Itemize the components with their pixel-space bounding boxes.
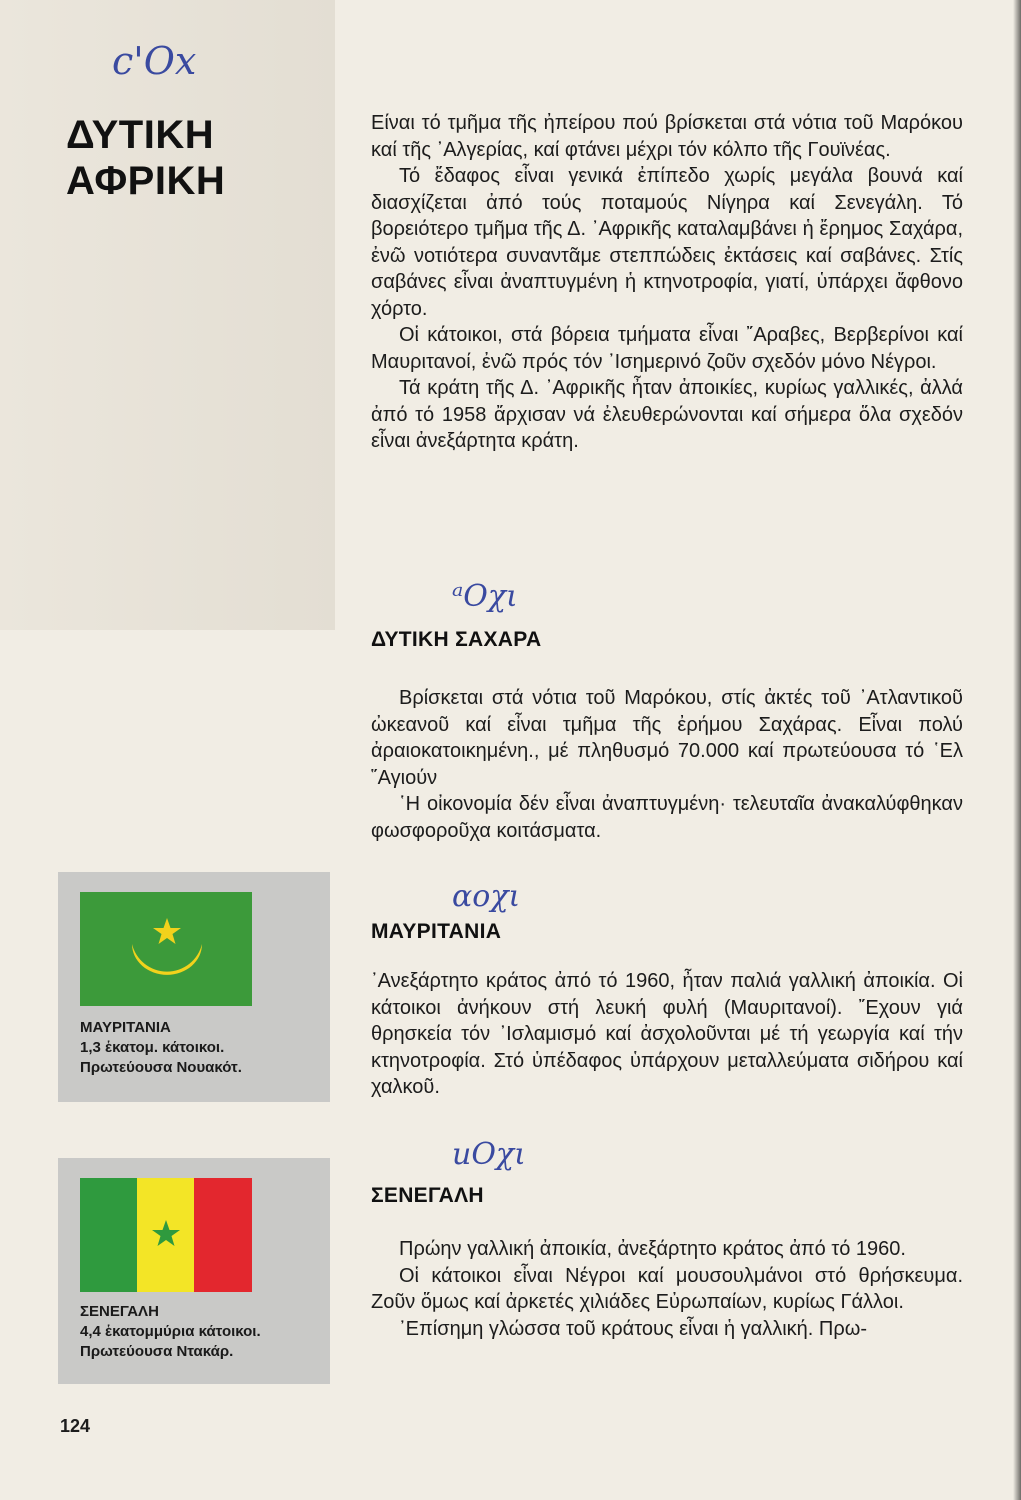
handwritten-note-sahara: ᵃOχι [452, 579, 518, 614]
senegal-paragraph: Πρώην γαλλική ἀποικία, ἀνεξάρτητο κράτος ἀπό τό 1960. [399, 1238, 906, 1260]
intro-text [371, 110, 963, 455]
senegal-caption-population: 4,4 ἑκατομμύρια κάτοικοι. [80, 1323, 261, 1340]
section-text-senegal [371, 1236, 963, 1342]
mauritania-caption-name: ΜΑΥΡΙΤΑΝΙΑ [80, 1019, 171, 1036]
handwritten-note-title: c'Ox [112, 39, 197, 83]
mauritania-caption-capital: Πρωτεύουσα Νουακότ. [80, 1059, 242, 1076]
faded-illustration-area [0, 0, 335, 630]
intro-paragraph: Τά κράτη τῆς Δ. ᾽Αφρικῆς ἦταν ἀποικίες, κυρίως γαλλικές, ἀλλά ἀπό τό 1958 ἄρχισαν νά ἐλευθερώνονται καί σήμερα ὅλα σχεδόν εἶναι ἀνεξάρτητα κράτη. [371, 377, 963, 452]
handwritten-note-mauritania: αοχι [452, 879, 521, 914]
page-number: 124 [60, 1416, 91, 1436]
senegal-paragraph: ᾽Επίσημη γλώσσα τοῦ κράτους εἶναι ἡ γαλλική. Πρω- [399, 1317, 868, 1340]
chapter-title-line-1: ΔΥΤΙΚΗ [66, 113, 215, 157]
senegal-flag-panel [58, 1158, 330, 1384]
intro-paragraph: Τό ἔδαφος εἶναι γενικά ἐπίπεδο χωρίς μεγάλα βουνά καί διασχίζεται ἀπό τούς ποταμούς Νίγηρα καί Σενεγάλη. Τό βορειότερο τμῆμα τῆς Δ. ᾽Αφρικῆς καταλαμβάνει ἡ ἔρημος Σαχάρα, ἐνῶ νοτιότερα συναντᾶμε στεππώδεις ἐκτάσεις καί σαβάνες. Στίς σαβάνες εἶναι ἀναπτυγμένη ἡ κτηνοτροφία, γιατί, ὑπάρχει ἄφθονο χόρτο. [371, 165, 963, 320]
page-edge-shadow [1013, 0, 1021, 1500]
intro-paragraph: Οἱ κάτοικοι, στά βόρεια τμήματα εἶναι ῎Αραβες, Βερβερίνοι καί Μαυριτανοί, ἐνῶ πρός τόν ᾽Ισημερινό ζοῦν σχεδόν μόνο Νέγροι. [371, 324, 963, 373]
handwritten-note-senegal: uOχι [452, 1137, 526, 1172]
senegal-flag [80, 1178, 252, 1292]
section-title-senegal: ΣΕΝΕΓΑΛΗ [371, 1184, 484, 1207]
mauritania-caption-population: 1,3 ἑκατομ. κάτοικοι. [80, 1039, 225, 1056]
mauritania-flag-panel [58, 872, 330, 1102]
section-text-sahara [371, 685, 963, 844]
senegal-caption-name: ΣΕΝΕΓΑΛΗ [80, 1303, 159, 1320]
mauritania-flag [80, 892, 252, 1006]
section-text-mauritania [371, 968, 963, 1101]
intro-paragraph: Είναι τό τμῆμα τῆς ἠπείρου πού βρίσκεται στά νότια τοῦ Μαρόκου καί τῆς ᾽Αλγερίας, καί φτάνει μέχρι τόν κόλπο τῆς Γουϊνέας. [371, 112, 963, 161]
sahara-paragraph: ῾Η οἰκονομία δέν εἶναι ἀναπτυγμένη· τελευταῖα ἀνακαλύφθηκαν φωσφοροῦχα κοιτάσματα. [371, 793, 963, 842]
chapter-title [66, 112, 225, 204]
chapter-title-line-2: ΑΦΡΙΚΗ [66, 159, 226, 203]
mauritania-paragraph: ᾽Ανεξάρτητο κράτος ἀπό τό 1960, ἦταν παλιά γαλλική ἀποικία. Οἱ κάτοικοι ἀνήκουν στή λευκή φυλή (Μαυριτανοί). ῎Εχουν γιά θρησκεία τόν ᾽Ισλαμισμό καί ἀσχολοῦνται μέ τή γεωργία καί τήν κτηνοτροφία. Στό ὑπέδαφος ὑπάρχουν μεταλλεύματα σιδήρου καί χαλκοῦ. [371, 970, 963, 1098]
sahara-paragraph: Βρίσκεται στά νότια τοῦ Μαρόκου, στίς ἀκτές τοῦ ᾽Ατλαντικοῦ ὠκεανοῦ καί εἶναι τμῆμα τῆς ἐρήμου Σαχάρας. Εἶναι πολύ ἀραιοκατοικημένη., μέ πληθυσμό 70.000 καί πρωτεύουσα τό ῾Ελ ῞Αγιούν [371, 687, 963, 789]
senegal-flag-caption [80, 1302, 261, 1362]
senegal-paragraph: Οἱ κάτοικοι εἶναι Νέγροι καί μουσουλμάνοι στό θρήσκευμα. Ζοῦν ὅμως καί ἀρκετές χιλιάδες Εὐρωπαίων, κυρίως Γάλλοι. [371, 1264, 963, 1313]
section-title-sahara: ΔΥΤΙΚΗ ΣΑΧΑΡΑ [371, 628, 542, 651]
mauritania-flag-caption [80, 1018, 242, 1078]
senegal-caption-capital: Πρωτεύουσα Ντακάρ. [80, 1343, 234, 1360]
section-title-mauritania: ΜΑΥΡΙΤΑΝΙΑ [371, 920, 502, 943]
